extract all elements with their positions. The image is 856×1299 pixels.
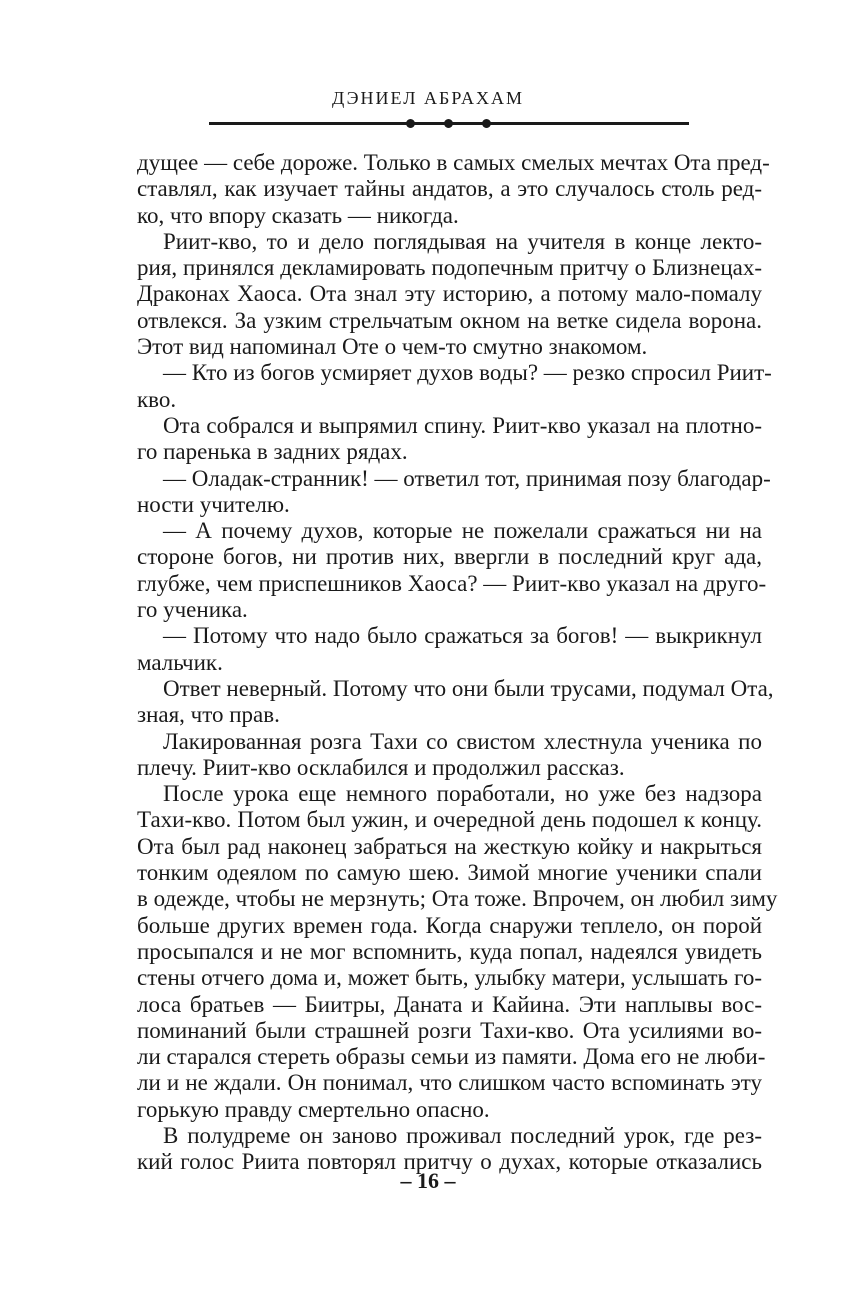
text-line: поминаний были страшней розги Тахи-кво. Ота усилиями во- (137, 1017, 762, 1043)
text-line: кий голос Риита повторял притчу о духах, которые отказались (137, 1149, 762, 1175)
text-line: в одежде, чтобы не мерзнуть; Ота тоже. Впрочем, он любил зиму (137, 886, 778, 912)
header-ornament (209, 114, 689, 134)
text-line: Тахи-кво. Потом был ужин, и очередной день подошел к концу. (137, 807, 762, 833)
text-line: дущее — себе дороже. Только в самых смелых мечтах Ота пред- (137, 150, 770, 175)
text-line: Риит-кво, то и дело поглядывая на учителя в конце лекто- (163, 228, 762, 254)
text-line: тонким одеялом по самую шею. Зимой многие ученики спали (137, 860, 762, 886)
ornament-dot (482, 119, 491, 128)
text-line: плечу. Риит-кво осклабился и продолжил рассказ. (137, 754, 625, 780)
ornament-dot (406, 119, 415, 128)
text-line: горькую правду смертельно опасно. (137, 1096, 490, 1122)
text-line: больше других времен года. Когда снаружи теплело, он порой (137, 912, 762, 938)
text-line: Ота собрался и выпрямил спину. Риит-кво указал на плотно- (163, 412, 762, 438)
text-line: — Оладак-странник! — ответил тот, принимая позу благодар- (163, 465, 771, 491)
text-line: ко, что впору сказать — никогда. (137, 202, 459, 228)
ornament-dot (444, 119, 453, 128)
text-line: Ответ неверный. Потому что они были трусами, подумал Ота, (163, 675, 774, 701)
text-line: мальчик. (137, 649, 223, 675)
text-line: — Потому что надо было сражаться за богов! — выкрикнул (163, 623, 762, 649)
text-line: — Кто из богов усмиряет духов воды? — резко спросил Риит- (163, 360, 772, 386)
text-line: лоса братьев — Биитры, Даната и Кайина. Эти наплывы вос- (137, 991, 762, 1017)
text-line: После урока еще немного поработали, но уже без надзора (163, 781, 762, 807)
body-text (137, 150, 778, 1176)
text-line: Этот вид напоминал Оте о чем-то смутно знакомом. (137, 334, 648, 360)
text-line: Драконах Хаоса. Ота знал эту историю, а потому мало-помалу (137, 281, 762, 307)
page-number: – 16 – (400, 1168, 456, 1193)
text-line: Ота был рад наконец забраться на жесткую койку и накрыться (137, 833, 762, 859)
text-line: ли старался стереть образы семьи из памяти. Дома его не люби- (137, 1044, 766, 1070)
text-line: го паренька в задних рядах. (137, 439, 408, 465)
text-line: ности учителю. (137, 491, 290, 517)
running-header: ДЭНИЕЛ АБРАХАМ (331, 88, 525, 108)
text-line: Лакированная розга Тахи со свистом хлестнула ученика по (163, 728, 762, 754)
text-line: — А почему духов, которые не пожелали сражаться ни на (163, 518, 762, 544)
text-line: го ученика. (137, 597, 248, 623)
text-line: В полудреме он заново проживал последний урок, где рез- (163, 1122, 762, 1148)
text-line: стороне богов, ни против них, ввергли в последний круг ада, (137, 544, 762, 570)
text-line: глубже, чем приспешников Хаоса? — Риит-кво указал на друго- (137, 570, 767, 596)
text-line: стены отчего дома и, может быть, улыбку матери, услышать го- (137, 965, 762, 991)
text-line: отвлекся. За узким стрельчатым окном на ветке сидела ворона. (137, 307, 762, 333)
text-line: ставлял, как изучает тайны андатов, а это случалось столь ред- (137, 176, 762, 202)
text-line: просыпался и не мог вспомнить, куда попал, надеялся увидеть (137, 938, 762, 964)
text-line: зная, что прав. (137, 702, 280, 728)
text-line: ли и не ждали. Он понимал, что слишком часто вспоминать эту (137, 1070, 762, 1096)
text-line: кво. (137, 386, 177, 412)
text-line: рия, принялся декламировать подопечным притчу о Близнецах- (137, 255, 762, 281)
